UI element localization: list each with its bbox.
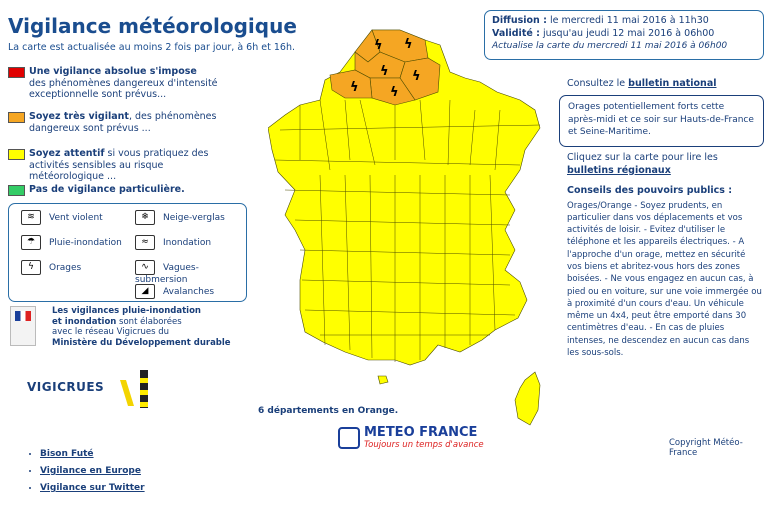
legend-orange xyxy=(8,111,223,141)
wave-icon: ∿ xyxy=(135,260,155,275)
lightning-icon: ϟ xyxy=(412,69,421,84)
yellow-swatch xyxy=(8,149,25,160)
orange-swatch xyxy=(8,112,25,123)
next-update: Actualise la carte du mercredi 11 mai 2016 à 06h00 xyxy=(492,41,728,51)
list-item xyxy=(40,463,145,480)
lightning-icon: ϟ xyxy=(374,38,383,53)
lightning-icon: ϟ xyxy=(350,80,359,95)
phenomena-legend xyxy=(8,203,247,302)
phenomenon-orages-label: Orages xyxy=(49,263,82,273)
vigicrues-note-bold1: Les vigilances pluie-inondation xyxy=(52,306,201,316)
green-swatch xyxy=(8,185,25,196)
phenomenon-avalanches-label: Avalanches xyxy=(163,287,215,297)
wind-icon: ≋ xyxy=(21,210,41,225)
legend-green xyxy=(8,184,223,198)
vigilance-europe-link[interactable]: Vigilance en Europe xyxy=(40,466,141,476)
diffusion-value: le mercredi 11 mai 2016 à 11h30 xyxy=(549,15,709,26)
storm-text: Orages potentiellement forts cette après-midi et ce soir sur Hauts-de-France et Seine-Maritime. xyxy=(568,102,754,137)
legend-red-text: des phénomènes dangereux d'intensité exceptionnelle sont prévus... xyxy=(29,77,218,100)
vigicrues-note xyxy=(52,306,242,348)
vigilance-logo[interactable] xyxy=(118,368,158,410)
lightning-icon: ϟ xyxy=(380,64,389,79)
phenomenon-inondation xyxy=(135,235,211,250)
legend-red xyxy=(8,66,223,106)
island-map xyxy=(378,376,388,384)
regional-bulletins-link[interactable]: bulletins régionaux xyxy=(567,164,671,176)
orange-count: 6 départements en Orange. xyxy=(258,406,399,416)
vigicrues-note-text1: sont élaborées xyxy=(119,316,182,327)
phenomenon-vagues-label: Vagues-submersion xyxy=(135,263,199,285)
list-item xyxy=(40,446,145,463)
bulletin-national-line xyxy=(567,78,717,91)
france-vigilance-map[interactable] xyxy=(268,14,556,434)
meteofrance-name: METEO FRANCE xyxy=(364,425,478,440)
list-item xyxy=(40,480,145,497)
advice-section xyxy=(567,185,762,359)
copyright: Copyright Météo-France xyxy=(669,438,743,458)
meteofrance-tagline: Toujours un temps d'avance xyxy=(364,440,484,450)
red-swatch xyxy=(8,67,25,78)
lightning-icon: ϟ xyxy=(390,85,399,100)
legend-red-title: Une vigilance absolue s'impose xyxy=(29,66,197,77)
legend-yellow-title: Soyez attentif xyxy=(29,148,105,159)
advice-text: Orages/Orange - Soyez prudents, en particulier dans vos déplacements et vos activités de loisir. - Evitez d'utiliser le téléphone et les appareils électriques. - A l'approche d'un orage, mettez en sécurité vos biens et abritez-vous hors des zones boisées. - Ne vous engagez en aucun cas, à pied ou en voiture, sur une voie immergée ou à proximité d'un cours d'eau. Un véhicule même un 4x4, peut être emporté dans 30 centimètres d'eau. - En cas de pluies intenses, ne descendez en aucun cas dans les sous-sols. xyxy=(567,200,762,359)
ministry-logo xyxy=(10,306,36,346)
vigicrues-note-bold2: et inondation xyxy=(52,316,117,327)
vigilance-twitter-link[interactable]: Vigilance sur Twitter xyxy=(40,483,145,493)
corsica-map xyxy=(515,372,540,425)
meteofrance-logo[interactable] xyxy=(338,425,488,451)
phenomenon-vent xyxy=(21,210,103,225)
phenomenon-neige-label: Neige-verglas xyxy=(163,213,225,223)
phenomenon-vent-label: Vent violent xyxy=(49,213,103,223)
flood-icon: ≈ xyxy=(135,235,155,250)
page-title: Vigilance météorologique xyxy=(8,14,297,38)
lightning-icon: ϟ xyxy=(21,260,41,275)
legend-yellow xyxy=(8,148,223,180)
rain-icon: ☂ xyxy=(21,235,41,250)
phenomenon-vagues xyxy=(135,260,246,285)
legend-orange-text: , des phénomènes dangereux sont prévus ... xyxy=(29,111,217,134)
legend-green-title: Pas de vigilance particulière. xyxy=(29,184,185,195)
phenomenon-avalanches xyxy=(135,284,214,299)
advice-title: Conseils des pouvoirs publics : xyxy=(567,185,733,196)
lightning-icon: ϟ xyxy=(404,37,413,52)
validite-value: jusqu'au jeudi 12 mai 2016 à 06h00 xyxy=(542,28,715,39)
bison-fute-link[interactable]: Bison Futé xyxy=(40,449,94,459)
validity-box xyxy=(484,10,764,60)
phenomenon-neige xyxy=(135,210,225,225)
storm-info-box xyxy=(559,95,764,147)
phenomenon-pluie-label: Pluie-inondation xyxy=(49,238,122,248)
snow-icon: ❄ xyxy=(135,210,155,225)
vigicrues-logo[interactable]: VIGICRUES xyxy=(27,380,105,394)
phenomenon-inondation-label: Inondation xyxy=(163,238,212,248)
regional-prefix: Cliquez sur la carte pour lire les xyxy=(567,152,718,163)
diffusion-label: Diffusion : xyxy=(492,15,547,26)
legend-orange-title: Soyez très vigilant xyxy=(29,111,129,122)
bulletin-national-link[interactable]: bulletin national xyxy=(628,78,717,89)
phenomenon-pluie xyxy=(21,235,122,250)
validite-label: Validité : xyxy=(492,28,540,39)
vigicrues-note-bold3: Ministère du Développement durable xyxy=(52,337,231,348)
phenomenon-orages xyxy=(21,260,81,275)
regional-bulletins xyxy=(567,152,757,177)
vigicrues-note-text2: avec le réseau Vigicrues du xyxy=(52,327,170,337)
avalanche-icon: ◢ xyxy=(135,284,155,299)
meteofrance-emblem xyxy=(338,427,360,449)
bulletin-prefix: Consultez le xyxy=(567,78,626,89)
footer-links xyxy=(22,446,145,497)
page-subtitle: La carte est actualisée au moins 2 fois par jour, à 6h et 16h. xyxy=(8,42,295,53)
legend-yellow-text: si vous pratiquez des activités sensibles au risque météorologique ... xyxy=(29,148,209,182)
